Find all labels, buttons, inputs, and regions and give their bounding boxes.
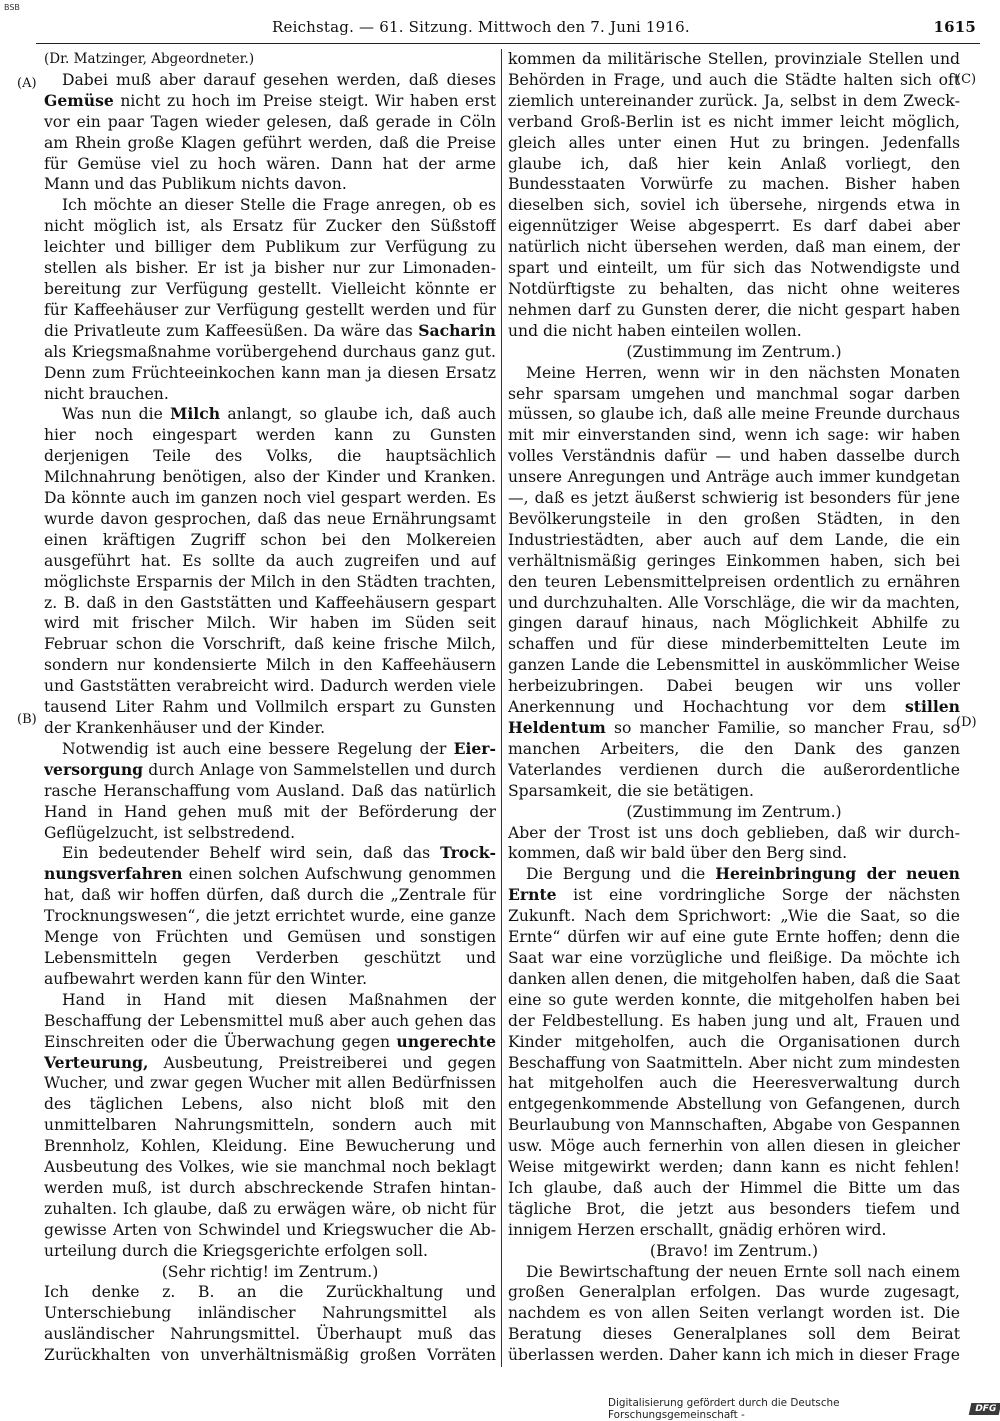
interjection: (Sehr richtig! im Zentrum.)	[161, 1262, 379, 1281]
paragraph: Hand in Hand mit diesen Maßnahmen der Beschaffung der Lebensmittel muß aber auch gehen das Einschreiten oder die Überwachung gegen ungerechte Verteurung, Ausbeutung, Preistreiberei und gegen Wucher, und zwar gegen Wucher mit allen Bedürfnissen des täglichen Lebens, also nicht bloß mit den unmittelbaren Nahrungsmitteln, sondern auch mit Brennholz, Kohlen, Kleidung. Eine Bewucherung und Ausbeutung des Volkes, wie sie manchmal noch beklagt werden muß, ist durch abschreckende Strafen hintanzuhalten. Ich glaube, daß zu erwägen wäre, ob nicht für gewisse Arten von Schwindel und Kriegswucher die Aburteilung durch die Kriegsgerichte erfolgen soll.	[44, 990, 496, 1260]
paragraph: Aber der Trost ist uns doch geblieben, daß wir durchkommen, daß wir bald über den Berg sind.	[508, 823, 960, 863]
paragraph: Ich denke z. B. an die Zurückhaltung und Unterschiebung inländischer Nahrungsmittel als ausländischer Nahrungsmittel. Überhaupt muß das Zurückhalten von unverhältnismäßig großen Vorräten	[44, 1283, 496, 1364]
margin-marker-d: (D)	[956, 715, 977, 730]
left-column	[44, 49, 496, 1364]
paragraph: Was nun die Milch anlangt, so glaube ich, daß auch hier noch eingespart werden kann zu Gunsten derjenigen Teile des Volks, die hauptsächlich Milchnahrung benötigen, also der Kinder und Kranken. Da könnte auch im ganzen noch viel gespart werden. Es wurde davon gesprochen, daß das neue Ernährungsamt einen kräftigen Zugriff schon bei den Molkereien ausgeführt hat. Es sollte da auch zugreifen und auf möglichste Ersparnis der Milch in den Städten trachten, z. B. daß in den Gaststätten und Kaffeehäusern gespart wird mit frischer Milch. Wir haben im Süden seit Februar schon die Vorschrift, daß keine frische Milch, sondern nur kondensierte Milch in den Kaffeehäusern und Gaststätten verabreicht wird. Dadurch werden viele tausend Liter Rahm und Vollmilch erspart zu Gunsten der Krankenhäuser und der Kinder.	[44, 404, 496, 737]
paragraph: Notwendig ist auch eine bessere Regelung der Eierversorgung durch Anlage von Sammelstellen und durch rasche Heranschaffung vom Ausland. Daß das natürlich Hand in Hand gehen muß mit der Beförderung der Geflügelzucht, ist selbstredend.	[44, 738, 496, 842]
header-rule	[36, 43, 980, 44]
right-column	[508, 49, 960, 1364]
paragraph: Die Bewirtschaftung der neuen Ernte soll nach einem großen Generalplan erfolgen. Das wurde zugesagt, nachdem es von allen Seiten verlangt worden ist. Die Beratung dieses Generalplanes soll dem Beirat überlassen werden. Daher kann ich mich in dieser Frage	[508, 1262, 960, 1364]
speaker-attribution: (Dr. Matzinger, Abgeordneter.)	[44, 51, 255, 67]
margin-marker-c: (C)	[956, 72, 977, 87]
interjection: (Zustimmung im Zentrum.)	[626, 802, 842, 821]
paragraph: Dabei muß aber darauf gesehen werden, daß dieses Gemüse nicht zu hoch im Preise steigt. Wir haben erst vor ein paar Tagen wieder gelesen, daß gerade in Cöln am Rhein große Klagen geführt werden, daß die Preise für Gemüse viel zu hoch wären. Dann hat der arme Mann und das Publikum nichts davon.	[44, 70, 496, 194]
page-number: 1615	[933, 18, 976, 36]
margin-marker-b: (B)	[17, 712, 37, 727]
column-divider	[501, 49, 502, 1367]
interjection: (Bravo! im Zentrum.)	[649, 1241, 819, 1260]
dfg-logo: DFG	[969, 1403, 1000, 1415]
paragraph: Ich möchte an dieser Stelle die Frage anregen, ob es nicht möglich ist, als Ersatz für Zucker den Süßstoff leichter und billiger dem Publikum zur Verfügung zu stellen als bisher. Er ist ja bisher nur zur Limonadenbereitung zur Verfügung gestellt. Vielleicht könnte er für Kaffeehäuser zur Verfügung gestellt werden und für die Privatleute zum Kaffeesüßen. Da wäre das Sacharin als Kriegsmaßnahme vorübergehend durchaus ganz gut. Denn zum Früchteeinkochen kann man ja diesen Ersatz nicht brauchen.	[44, 196, 496, 403]
page-header	[36, 12, 980, 42]
footer-text: Digitalisierung gefördert durch die Deutsche Forschungsgemeinschaft -	[608, 1397, 840, 1421]
paragraph: Meine Herren, wenn wir in den nächsten Monaten sehr sparsam umgehen und manchmal sogar darben müssen, so glaube ich, daß alle meine Freunde durchaus mit mir einverstanden sind, wenn ich sage: wir haben volles Verständnis dafür — und haben dasselbe durch unsere Anregungen und Anträge auch immer kundgetan —, daß es jetzt äußerst schwierig ist besonders für jene Bevölkerungsteile in den großen Städten, in den Industriestädten, aber auch auf dem Lande, die ein verhältnismäßig geringes Einkommen haben, sich bei den teuren Lebensmittelpreisen ordentlich zu ernähren und durchzuhalten. Alle Vorschläge, die wir da machten, gingen darauf hinaus, nach Möglichkeit Abhilfe zu schaffen und für diese minderbemittelten Leute im ganzen Lande die Lebensmittel in auskömmlicher Weise herbeizubringen. Dabei beugen wir uns voller Anerkennung und Hochachtung vor dem stillen Heldentum so mancher Familie, so mancher Frau, so manchen Arbeiters, die den Dank des ganzen Vaterlandes verdienen durch die außerordentliche Sparsamkeit, die sie betätigen.	[508, 363, 960, 800]
interjection: (Zustimmung im Zentrum.)	[626, 342, 842, 361]
paragraph: Ein bedeutender Behelf wird sein, daß das Trocknungsverfahren einen solchen Aufschwung genommen hat, daß wir hoffen dürfen, daß durch die „Zentrale für Trocknungswesen“, die jetzt errichtet wurde, eine ganze Menge von Früchten und Gemüsen und sonstigen Lebensmitteln gegen Verderben geschützt und aufbewahrt werden kann für den Winter.	[44, 843, 496, 988]
running-title: Reichstag. — 61. Sitzung. Mittwoch den 7. Juni 1916.	[272, 18, 690, 36]
margin-marker-a: (A)	[17, 76, 37, 91]
paragraph: Die Bergung und die Hereinbringung der neuen Ernte ist eine vordringliche Sorge der nächsten Zukunft. Nach dem Sprichwort: „Wie die Saat, so die Ernte“ dürfen wir auf eine gute Ernte hoffen; denn die Saat war eine vorzügliche und fleißige. Da möchte ich danken allen denen, die mitgeholfen haben, daß die Saat eine so gute werden konnte, die mitgeholfen haben bei der Feldbestellung. Es haben jung und alt, Frauen und Kinder mitgeholfen, auch die Organisationen durch Beschaffung von Saatmitteln. Aber nicht zum mindesten hat mitgeholfen auch die Heeresverwaltung durch entgegenkommende Abstellung von Gefangenen, durch Beurlaubung von Mannschaften, Abgabe von Gespannen usw. Möge auch fernerhin von allen diesen in gleicher Weise mitgewirkt werden; dann kann es nicht fehlen! Ich glaube, daß auch der Himmel die Bitte um das tägliche Brot, die jetzt aus besonders tiefem und innigem Herzen erschallt, gnädig erhören wird.	[508, 864, 960, 1239]
paragraph: kommen da militärische Stellen, provinziale Stellen und Behörden in Frage, und auch die Städte halten sich oft ziemlich untereinander zurück. Ja, selbst in dem Zweckverband Groß-Berlin ist es nicht immer leicht möglich, gleich alles unter einen Hut zu bringen. Jedenfalls glaube ich, daß hier kein Anlaß vorliegt, den Bundesstaaten Vorwürfe zu machen. Bisher haben dieselben sich, soviel ich übersehe, nirgends etwa in eigennütziger Weise abgesperrt. Es darf dabei aber natürlich nicht übersehen werden, daß man einem, der spart und einteilt, um für sich das Notwendigste und Notdürftigste zu behalten, das nicht ohne weiteres nehmen darf zu Gunsten derer, die nicht gespart haben und die nicht haben einteilen wollen.	[508, 50, 960, 340]
digitization-footer	[608, 1397, 1000, 1421]
library-mark: BSB	[4, 3, 20, 12]
